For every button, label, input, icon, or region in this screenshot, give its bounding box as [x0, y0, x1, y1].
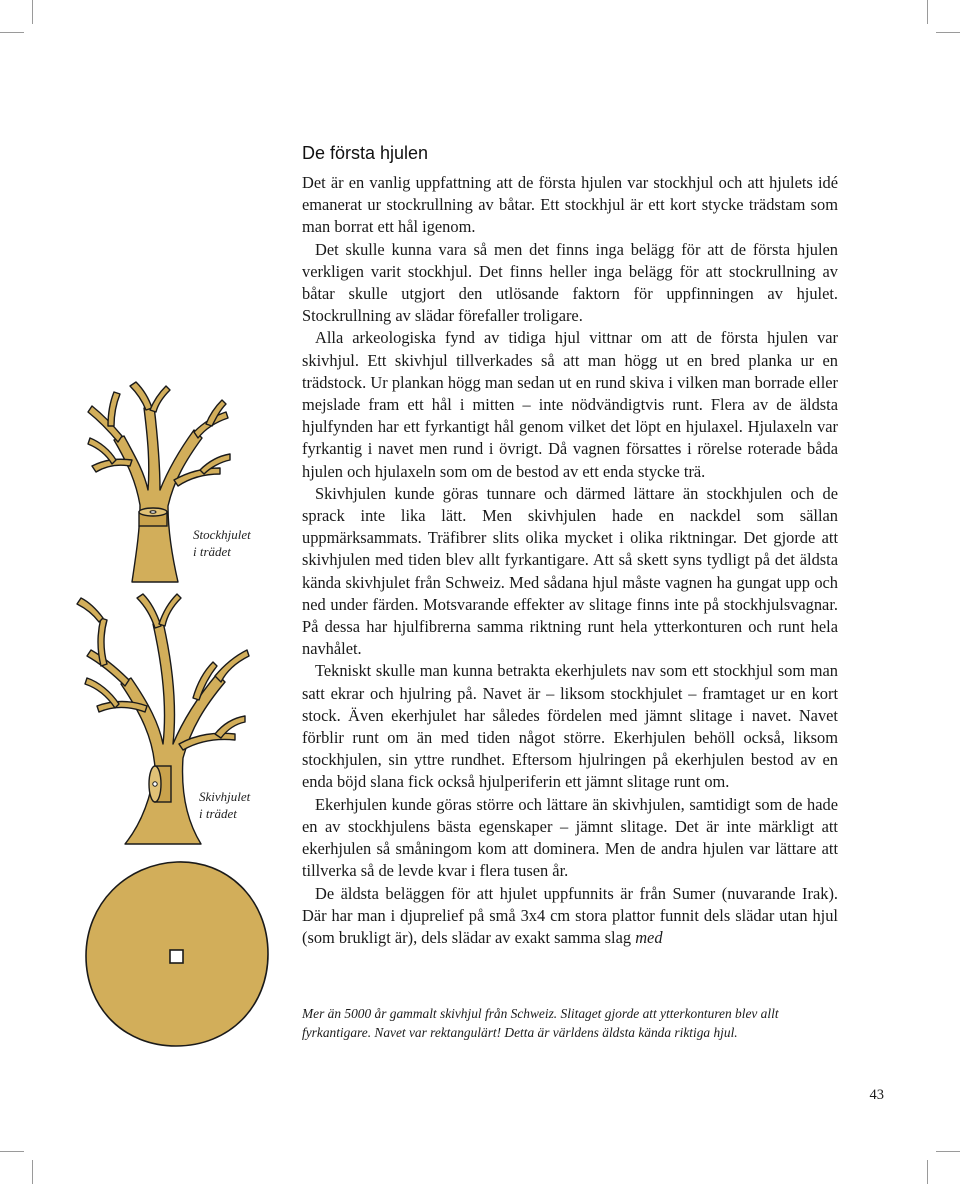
tree-trunk [114, 406, 202, 582]
crop-mark [32, 1160, 33, 1184]
crop-mark [0, 32, 24, 33]
swiss-disc-wheel-illustration [80, 856, 274, 1050]
tree-branch [88, 438, 116, 464]
paragraph: Tekniskt skulle man kunna betrakta ekerhjulets nav som ett stockhjul som man satt ekrar och hjulring på. Navet är – liksom stockhjulet – framtaget ur en kort stock. Även ekerhjulet har således fördelen med jämnt slitage i navet. Navet förblir runt om än med tiden något större. Ekerhjulen behöll också, liksom stockhjulen, sin yttre rundhet. Eftersom hjulringen på ekerhjulen bestod av en enda böjd slana fick också hjulperiferin ett jämnt slitage runt om. [302, 661, 838, 792]
rectangular-hub-hole [170, 950, 183, 963]
tree-branch [108, 392, 120, 426]
tree-branch [215, 650, 249, 682]
paragraph: Alla arkeologiska fynd av tidiga hjul vittnar om att de första hjulen var skivhjul. Ett skivhjul tillverkades så att man högg ut en bred planka ur en trädstock. Ur plankan högg man sedan ut en rund skiva i vilken man borrade eller mejslade fram ett hål i mitten – inte nödvändigtvis runt. Flera av de äldsta hjulfynden har ett fyrkantigt hål genom vilket det löpt en hjulaxel. Hjulaxeln var fyrkantig i navet men rund i övrigt. Då vagnen försattes i rörelse roterade båda hjulen och hjulaxeln som om de bestod av ett enda stycke trä. [302, 328, 838, 481]
photo-caption: Mer än 5000 år gammalt skivhjul från Schweiz. Slitaget gjorde att ytterkonturen blev allt fyrkantigare. Navet var rektangulärt! Detta är världens äldsta kända riktiga hjul. [302, 1006, 779, 1040]
tree-branch [85, 678, 119, 708]
section-heading: De första hjulen [302, 143, 429, 163]
tree-branch [97, 702, 147, 713]
paragraph [302, 883, 838, 950]
tree-branch [98, 618, 107, 666]
body-text [302, 172, 838, 949]
italic-tail: med [635, 927, 663, 947]
tree-branch [130, 382, 152, 410]
tree-branch [77, 598, 103, 622]
disc-wheel-in-tree [149, 766, 171, 802]
crop-mark [0, 1151, 24, 1152]
crop-mark [936, 1151, 960, 1152]
crop-mark [927, 1160, 928, 1184]
paragraph: Det skulle kunna vara så men det finns inga belägg för att de första hjulen verkligen varit stockhjul. Det finns heller inga belägg för att stockrullning av båtar skulle utgjort den utlösande faktorn för uppfinningen av hjulet. Stockrullning av slädar förefaller troligare. [302, 239, 838, 326]
crop-mark [32, 0, 33, 24]
crop-mark [927, 0, 928, 24]
paragraph: Skivhjulen kunde göras tunnare och därmed lättare än stockhjulen och de sprack inte lika lätt. Men skivhjulen hade en nackdel som sällan uppmärksammats. Träfibrer slits olika mycket i olika riktningar. Det gjorde att skivhjulen med tiden blev allt fyrkantigare. Att så skett syns tydligt på det äldsta kända skivhjulet från Schweiz. Med sådana hjul måste vagnen ha gungat upp och ned under färden. Motsvarande effekter av slitage finns inte på stockhjulsvagnar. På dessa har hjulfibrerna samma riktning runt hela ytterkonturen och runt hela navhålet. [302, 483, 838, 659]
paragraph-text: De äldsta beläggen för att hjulet uppfunnits är från Sumer (nuvarande Irak). Där har man i djuprelief på små 3x4 cm stora plattor funnit dels slädar utan hjul (som brukligt är), dels slädar av exakt samma slag [302, 883, 838, 947]
caption-skivhjul: Skivhjulet i trädet [199, 789, 251, 821]
tree-branch [88, 406, 122, 442]
tree-branch [150, 386, 170, 412]
log-wheel-in-tree [139, 508, 167, 526]
caption-stockhjul: Stockhjulet i trädet [193, 527, 251, 559]
page-number: 43 [869, 1087, 884, 1103]
crop-mark [936, 32, 960, 33]
tree-branch [137, 594, 161, 628]
paragraph: Det är en vanlig uppfattning att de första hjulen var stockhjul och att hjulets idé emanerat ur stockrullning av båtar. Ett stockhjul är ett kort stycke trädstam som man borrat ett hål igenom. [302, 173, 838, 237]
paragraph: Ekerhjulen kunde göras större och lättare än skivhjulen, samtidigt som de hade en av stockhjulens bästa egenskaper – jämnt slitage. Det är inte märkligt att ekerhjulen så småningom kom att dominera. Men de andra hjulen var lättare att tillverka så de levde kvar i flera tusen år. [302, 794, 838, 881]
tree-branch [159, 594, 181, 626]
